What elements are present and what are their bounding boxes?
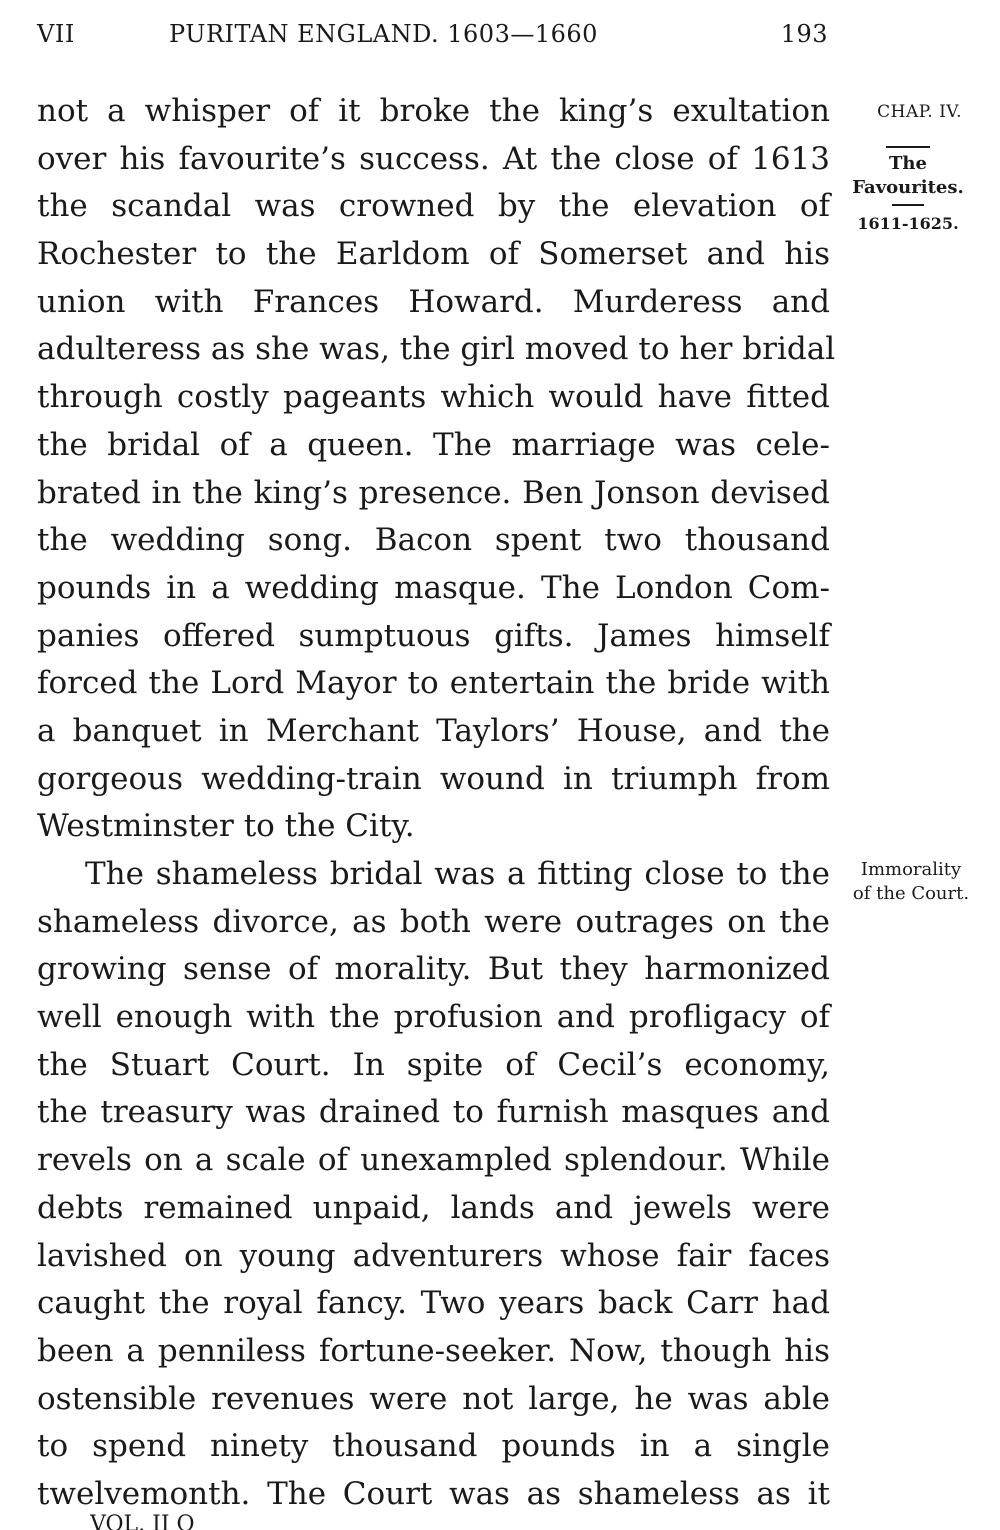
text-line-last: Westminster to the City. bbox=[37, 808, 415, 845]
text-line: shameless divorce, as both were outrages on the bbox=[37, 903, 830, 940]
text-line: ostensible revenues were not large, he was able bbox=[37, 1380, 830, 1417]
text-line: over his favourite’s success. At the close of 1613 bbox=[37, 140, 830, 177]
signature-mark: VOL. II O bbox=[90, 1512, 195, 1530]
text-line: the Stuart Court. In spite of Cecil’s economy, bbox=[37, 1046, 830, 1083]
text-line: the wedding song. Bacon spent two thousand bbox=[37, 522, 830, 559]
paragraph-2 bbox=[37, 851, 830, 1519]
sidenote-immorality-line2: of the Court. bbox=[852, 883, 970, 904]
text-line: adulteress as she was, the girl moved to her bridal bbox=[37, 331, 836, 368]
text-line: through costly pageants which would have fitted bbox=[37, 379, 830, 416]
text-line: gorgeous wedding-train wound in triumph from bbox=[37, 760, 830, 797]
page-number: 193 bbox=[780, 20, 828, 48]
text-line: twelvemonth. The Court was as shameless as it bbox=[37, 1475, 830, 1512]
text-line: the treasury was drained to furnish masques and bbox=[37, 1094, 830, 1131]
text-line: to spend ninety thousand pounds in a single bbox=[37, 1428, 830, 1465]
sidenote-title-line1: The bbox=[889, 153, 927, 174]
sidenote-rule-bottom bbox=[892, 204, 924, 206]
paragraph-1 bbox=[37, 88, 836, 851]
text-line: well enough with the profusion and profligacy of bbox=[37, 999, 830, 1036]
text-line: Rochester to the Earldom of Somerset and his bbox=[37, 236, 830, 273]
text-line-indented: The shameless bridal was a fitting close to the bbox=[85, 856, 830, 892]
text-line: the scandal was crowned by the elevation of bbox=[37, 188, 830, 225]
text-line: growing sense of morality. But they harmonized bbox=[37, 951, 830, 988]
sidenote-title-line2: Favourites. bbox=[852, 177, 964, 198]
running-title: PURITAN ENGLAND. 1603—1660 bbox=[169, 20, 598, 48]
running-header bbox=[37, 20, 830, 56]
chapter-number: VII bbox=[37, 20, 75, 48]
sidenote-immorality bbox=[836, 858, 986, 906]
text-line: lavished on young adventurers whose fair faces bbox=[37, 1237, 830, 1274]
text-line: the bridal of a queen. The marriage was cele- bbox=[37, 426, 830, 463]
sidenote-section-title bbox=[838, 140, 978, 236]
text-line: union with Frances Howard. Murderess and bbox=[37, 283, 830, 320]
text-line: not a whisper of it broke the king’s exultation bbox=[37, 93, 830, 129]
body-text bbox=[37, 88, 836, 1519]
sidenote-dates: 1611-1625. bbox=[857, 214, 959, 233]
text-line: revels on a scale of unexampled splendour. While bbox=[37, 1142, 830, 1179]
text-line: debts remained unpaid, lands and jewels were bbox=[37, 1189, 830, 1226]
text-line: pounds in a wedding masque. The London Com- bbox=[37, 569, 830, 606]
text-line: forced the Lord Mayor to entertain the bride with bbox=[37, 665, 830, 702]
text-line: a banquet in Merchant Taylors’ House, and the bbox=[37, 712, 830, 749]
sidenote-chapter-ref: CHAP. IV. bbox=[877, 102, 962, 122]
text-line: caught the royal fancy. Two years back Carr had bbox=[37, 1285, 830, 1322]
text-line: brated in the king’s presence. Ben Jonson devised bbox=[37, 474, 830, 511]
sidenote-rule-top bbox=[886, 146, 930, 148]
sidenote-immorality-line1: Immorality bbox=[860, 859, 962, 880]
text-line: been a penniless fortune-seeker. Now, though his bbox=[37, 1332, 830, 1369]
text-line: panies offered sumptuous gifts. James himself bbox=[37, 617, 830, 654]
